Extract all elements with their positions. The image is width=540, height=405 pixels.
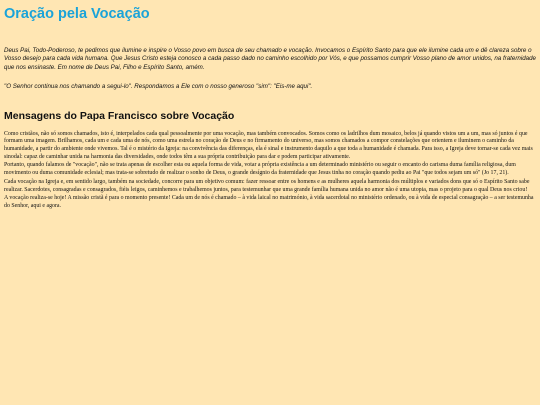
paragraph: A vocação realiza-se hoje! A missão cristã é para o momento presente! Cada um de nós é chamado – à vida laical no matrimónio, à vida sacerdotal no ministério ordenado, ou à vida de especial consagração – a ser testemunha do Senhor, aqui e agora. [4,195,534,209]
section-heading: Mensagens do Papa Francisco sobre Vocação [4,109,235,122]
paragraph: Como cristãos, não só somos chamados, isto é, interpelados cada qual pessoalmente por uma vocação, mas também convocados. Somos como os ladrilhos dum mosaico, belos já quando vistos um a um, mas só juntos é que formam uma imagem. Brilhamos, cada um e cada uma de nós, como uma estrela no coração de Deus e no firmamento do universo, mas somos chamados a compor constelações que orientem e iluminem o caminho da humanidade, a partir do ambiente onde vivemos. Tal é o mistério da Igreja: na convivência das diferenças, ela é sinal e instrumento daquilo a que toda a humanidade é chamada. Para isso, a Igreja deve tornar-se cada vez mais sinodal: capaz de caminhar unida na harmonia das diversidades, onde todos têm a sua própria contribuição para dar e podem participar ativamente. [4,130,533,160]
prayer-text: Deus Pai, Todo-Poderoso, te pedimos que ilumine e inspire o Vosso povo em busca de seu chamado e vocação. Invocamos o Espírito Santo para que ele ilumine cada um e dê clareza sobre o Vosso desejo para cada vida humana. Que Jesus Cristo esteja conosco a cada passo dado no caminho escolhido por Vós, e que possamos cumprir Vosso plano de amor unidos, na fraternidade que nos ensinaste. Em nome de Deus Pai, Filho e Espírito Santo, amém. [4,47,536,71]
quote-text: "O Senhor continua nos chamando a segui-lo". Respondamos a Ele com o nosso generoso "sim": "Eis-me aqui". [4,83,313,91]
page-title: Oração pela Vocação [4,6,150,22]
paragraph: Cada vocação na Igreja e, em sentido largo, também na sociedade, concorre para um objetivo comum: fazer ressoar entre os homens e as mulheres aquela harmonia dos múltiplos e variados dons que só o Espírito Santo sabe realizar. Sacerdotes, consagradas e consagrados, fiéis leigos, caminhemos e trabalhemos juntos, para testemunhar que uma grande família humana unida no amor não é uma utopia, mas o projeto para o qual Deus nos criou! [4,178,530,193]
message-body [4,131,536,211]
paragraph: Portanto, quando falamos de "vocação", não se trata apenas de escolher esta ou aquela forma de vida, votar a própria existência a um determinado ministério ou seguir o encanto do carisma duma família religiosa, dum movimento ou duma comunidade eclesial; mas trata-se sobretudo de realizar o sonho de Deus, o grande desígnio da fraternidade que Jesus tinha no coração quando pediu ao Pai "que todos sejam um só" (Jo 17, 21). [4,162,516,177]
